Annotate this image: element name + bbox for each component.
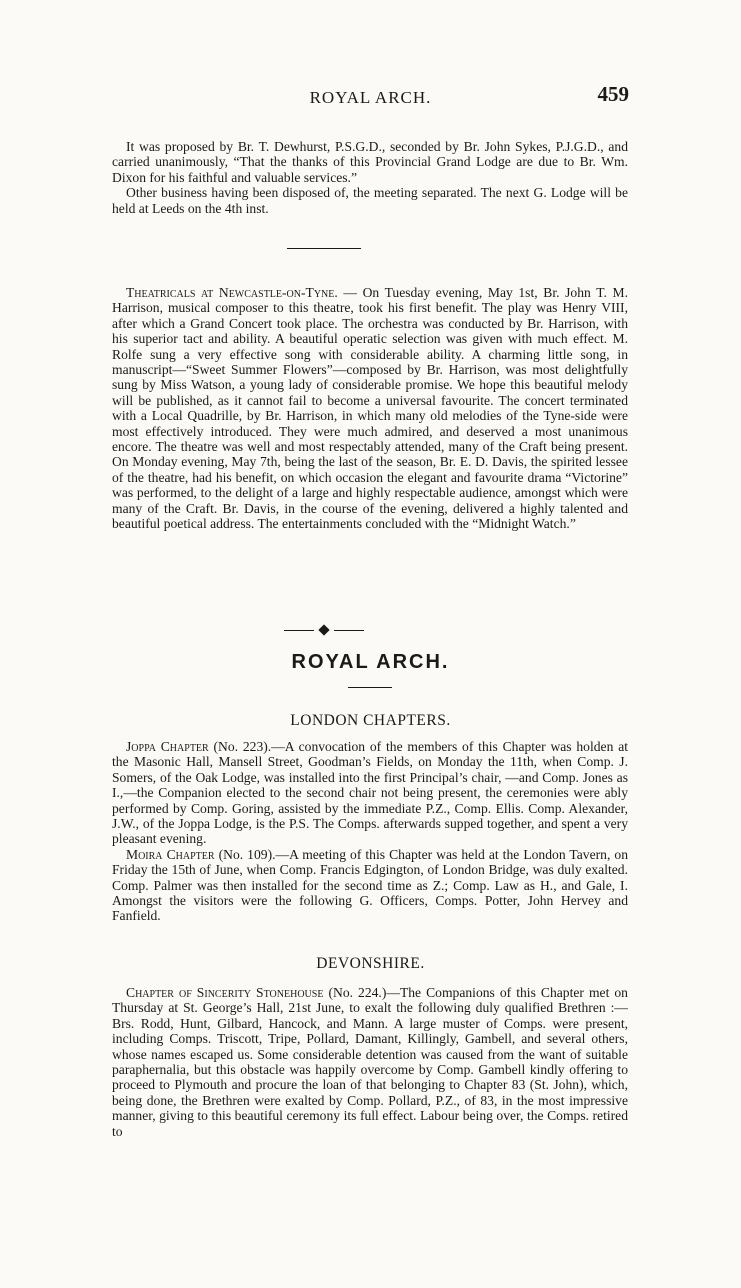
paragraph-vote-of-thanks: It was proposed by Br. T. Dewhurst, P.S.G.D., seconded by Br. John Sykes, P.J.G.D., and carried unanimously, “That the thanks of this Provincial Grand Lodge are due to Br. Wm. Dixon for his faithful and valuable services.”: [112, 139, 628, 185]
paragraph-meeting-separated: Other business having been disposed of, the meeting separated. The next G. Lodge will be held at Leeds on the 4th inst.: [112, 185, 628, 216]
grand-lodge-continuation: [112, 139, 628, 216]
paragraph-chapter-of-sincerity: [112, 985, 628, 1139]
paragraph-theatricals: [112, 285, 628, 532]
section-divider: [287, 248, 361, 249]
theatricals-article: [112, 285, 628, 532]
paragraph-joppa-chapter: [112, 739, 628, 847]
london-chapters-reports: [112, 739, 628, 924]
short-divider: [348, 687, 392, 688]
moira-chapter-name: Moira Chapter: [126, 846, 215, 862]
ornament-divider: [284, 625, 364, 637]
devonshire-heading: DEVONSHIRE.: [316, 955, 425, 972]
running-title: ROYAL ARCH.: [309, 88, 432, 107]
joppa-chapter-name: Joppa Chapter: [126, 739, 209, 754]
royal-arch-title: ROYAL ARCH.: [291, 651, 450, 673]
sincerity-chapter-text: (No. 224.)—The Companions of this Chapter met on Thursday at St. George’s Hall, 21st June, to exalt the following duly qualified Brethren :—Brs. Rodd, Hunt, Gilbard, Hancock, and Mann. A large muster of Comps. were present, including Comps. Triscott, Tripe, Pollard, Damant, Killingly, Gambell, and several others, whose names escaped us. Some considerable detention was caused from the want of suitable paraphernalia, but this obstacle was happily overcome by Comp. Gambell kindly offering to proceed to Plymouth and procure the loan of that belonging to Chapter 83 (St. John), which, being done, the Brethren were exalted by Comp. Pollard, P.Z., of 83, in the most impressive manner, giving to this beautiful ceremony its full effect. Labour being over, the Comps. retired to: [112, 985, 628, 1139]
paragraph-moira-chapter: [112, 847, 628, 924]
sincerity-chapter-name: Chapter of Sincerity Stonehouse: [126, 985, 324, 1000]
theatricals-text: — On Tuesday evening, May 1st, Br. John T. M. Harrison, musical composer to this theatre, took his first benefit. The play was Henry VIII, after which a Grand Concert took place. The orchestra was conducted by Br. Harrison, with his superior tact and ability. A beautiful operatic selection was given with much effect. M. Rolfe sung a very effective song with considerable ability. A charming little song, in manuscript—“Sweet Summer Flowers”—composed by Br. Harrison, was most delightfully sung by Miss Watson, a young lady of considerable promise. We hope this beautiful melody will be published, as it cannot fail to become a universal favourite. The concert terminated with a Local Quadrille, by Br. Harrison, in which many old melodies of the Tyne-side were most effectively introduced. They were much admired, and deserved a most unanimous encore. The theatre was well and most respectably attended, many of the Craft being present. On Monday evening, May 7th, being the last of the season, Br. E. D. Davis, the spirited lessee of the theatre, had his benefit, on which occasion the elegant and favourite drama “Victorine” was performed, to the delight of a large and highly respectable audience, amongst which were many of the Craft. Br. Davis, in the course of the evening, delivered a highly talented and beautiful poetical address. The entertainments concluded with the “Midnight Watch.”: [112, 285, 628, 532]
joppa-chapter-text: (No. 223).—A convocation of the members of this Chapter was holden at the Masonic Hall, Mansell Street, Goodman’s Fields, on Monday the 11th, when Comp. J. Somers, of the Oak Lodge, was installed into the first Principal’s chair, —and Comp. Jones as I.,—the Companion elected to the second chair not being present, the ceremonies were ably performed by Comp. Goring, assisted by the immediate P.Z., Comp. Ellis. Comp. Alexander, J.W., of the Joppa Lodge, is the P.S. The Comps. afterwards supped together, and spent a very pleasant evening.: [112, 739, 628, 847]
diamond-icon: [318, 624, 329, 635]
page-number: 459: [597, 82, 629, 106]
devonshire-report: [112, 985, 628, 1139]
theatricals-heading: Theatricals at Newcastle-on-Tyne.: [126, 285, 338, 300]
moira-chapter-text: (No. 109).—A meeting of this Chapter was held at the London Tavern, on Friday the 15th of June, when Comp. Francis Edgington, of London Bridge, was duly exalted. Comp. Palmer was then installed for the second time as Z.; Comp. Law as H., and Gale, I. Amongst the visitors were the following G. Officers, Comps. Potter, John Hervey and Fanfield.: [112, 846, 628, 924]
london-chapters-heading: LONDON CHAPTERS.: [290, 712, 451, 729]
